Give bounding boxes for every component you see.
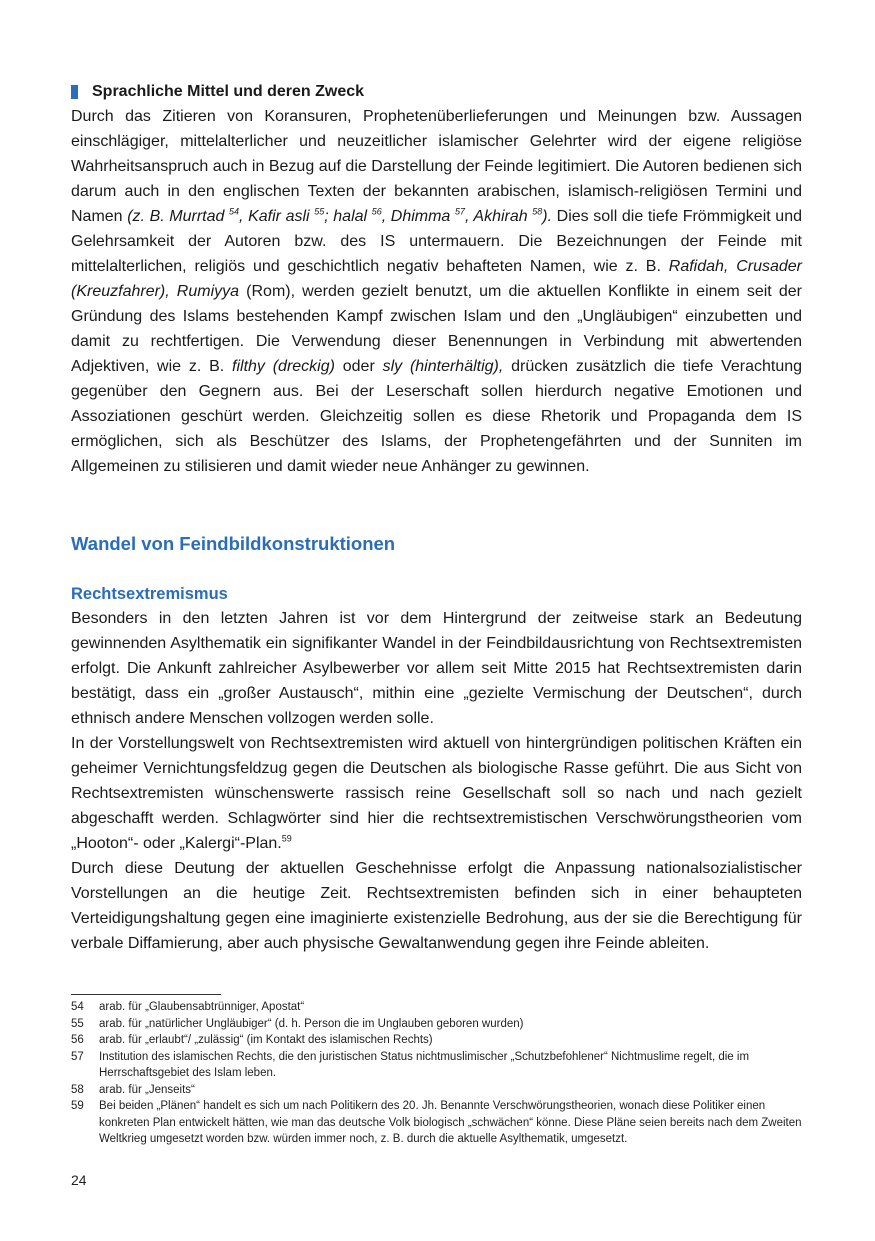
subsection-title: Rechtsextremismus — [71, 585, 228, 603]
footnote: 57 Institution des islamischen Rechts, die den juristischen Status nichtmuslimischer „Schutzbefohlener“ Nichtmuslime regelt, die im Herrschaftsgebiet des Islam leben. — [71, 1050, 750, 1079]
footnote: 54 arab. für „Glaubensabtrünniger, Apostat“ — [71, 1001, 305, 1013]
paragraph: Durch diese Deutung der aktuellen Geschehnisse erfolgt die Anpassung nationalsozialistischer Vorstellungen an die heutige Zeit. Rechtsextremisten befinden sich in einer behaupteten Verteidigungshaltung gegen eine imaginierte existenzielle Bedrohung, aus der sie die Berechtigung für verbale Diffamierung, aber auch physische Gewaltanwendung gegen ihre Feinde ableiten. — [71, 860, 802, 952]
footnotes — [71, 994, 802, 1148]
subsection-heading-text: Sprachliche Mittel und deren Zweck — [92, 83, 365, 100]
section-heading: Wandel von Feindbildkonstruktionen — [71, 533, 396, 554]
page-body — [71, 80, 802, 956]
paragraph: Durch das Zitieren von Koransuren, Prophetenüberlieferungen und Meinungen bzw. Aussagen einschlägiger, mittelalterlicher und neuzeitlicher islamischer Gelehrter wird der eigene religiöse Wahrheitsanspruch auch in Bezug auf die Darstellung der Feinde legitimiert. Die Autoren bedienen sich darum auch in den englischen Texten der bekannten arabischen, islamisch-religiösen Termini und Namen (z. B. Murrtad $^{54}$, Kafir asli $^{55}$; halal $^{56}$, Dhimma $^{57}$, Akhirah $^{58}$). Dies soll die tiefe Frömmigkeit und Gelehrsamkeit der Autoren bzw. des IS untermauern. Die Bezeichnungen der Feinde mit mittelalterlichen, religiös und geschichtlich negativ behafteten Namen, wie z. B. Rafidah, Crusader (Kreuzfahrer), Rumiyya (Rom), werden gezielt benutzt, um die aktuellen Konflikte in einem seit der Gründung des Islams bestehenden Kampf zwischen Islam und den „Ungläubigen“ einzubetten und damit zu rechtfertigen. Die Verwendung dieser Benennungen in Verbindung mit abwertenden Adjektiven, wie z. B. filthy (dreckig) oder sly (hinterhältig), drücken zusätzlich die tiefe Verachtung gegenüber den Gegnern aus. Bei der Leserschaft sollen hierdurch negative Emotionen und Assoziationen geschürt werden. Gleichzeitig sollen es diese Rhetorik und Propaganda dem IS ermöglichen, sich als Beschützer des Islams, der Prophetengefährten und der Sunniten im Allgemeinen zu stilisieren und damit wieder neue Anhänger zu gewinnen. — [71, 108, 803, 475]
paragraph: In der Vorstellungswelt von Rechtsextremisten wird aktuell von hintergründigen politischen Kräften ein geheimer Vernichtungsfeldzug gegen die Deutschen als biologische Rasse geführt. Die aus Sicht von Rechtsextremisten wünschenswerte rassisch reine Gesellschaft soll so nach und nach gezielt abgeschafft werden. Schlagwörter sind hier die rechtsextremistischen Verschwörungstheorien vom „Hooton“- oder „Kalergi“-Plan.$^{59}$ — [71, 735, 802, 852]
footnote: 58 arab. für „Jenseits“ — [71, 1083, 195, 1096]
footnote-ref[interactable]: 59 — [281, 833, 292, 844]
paragraph: Besonders in den letzten Jahren ist vor dem Hintergrund der zeitweise stark an Bedeutung gewinnenden Asylthematik ein signifikanter Wandel in der Feindbildausrichtung von Rechtsextremisten erfolgt. Die Ankunft zahlreicher Asylbewerber vor allem seit Mitte 2015 hat Rechtsextremisten darin bestätigt, dass ein „großer Austausch“, mithin eine „gezielte Vermischung der Deutschen“, durch ethnisch andere Menschen vollzogen werden solle. — [71, 610, 802, 727]
page-number: 24 — [71, 1172, 87, 1188]
square-bullet-icon — [71, 85, 78, 99]
footnote-divider — [71, 994, 221, 995]
footnote: 55 arab. für „natürlicher Ungläubiger“ (d. h. Person die im Unglauben geboren wurden) — [71, 1017, 524, 1030]
subsection-heading — [71, 80, 802, 104]
footnote: 59 Bei beiden „Plänen“ handelt es sich um nach Politikern des 20. Jh. Benannte Verschwörungstheorien, wonach diese Politiker einen konkreten Plan entwickelt hätten, wie man das deutsche Volk biologisch „schwächen“ könne. Diese Pläne seien bereits nach dem Zweiten Weltkrieg umgesetzt worden bzw. würden immer noch, z. B. durch die aktuelle Asylthematik, umgesetzt. — [71, 1100, 802, 1145]
footnote: 56 arab. für „erlaubt“/ „zulässig“ (im Kontakt des islamischen Rechts) — [71, 1034, 433, 1046]
